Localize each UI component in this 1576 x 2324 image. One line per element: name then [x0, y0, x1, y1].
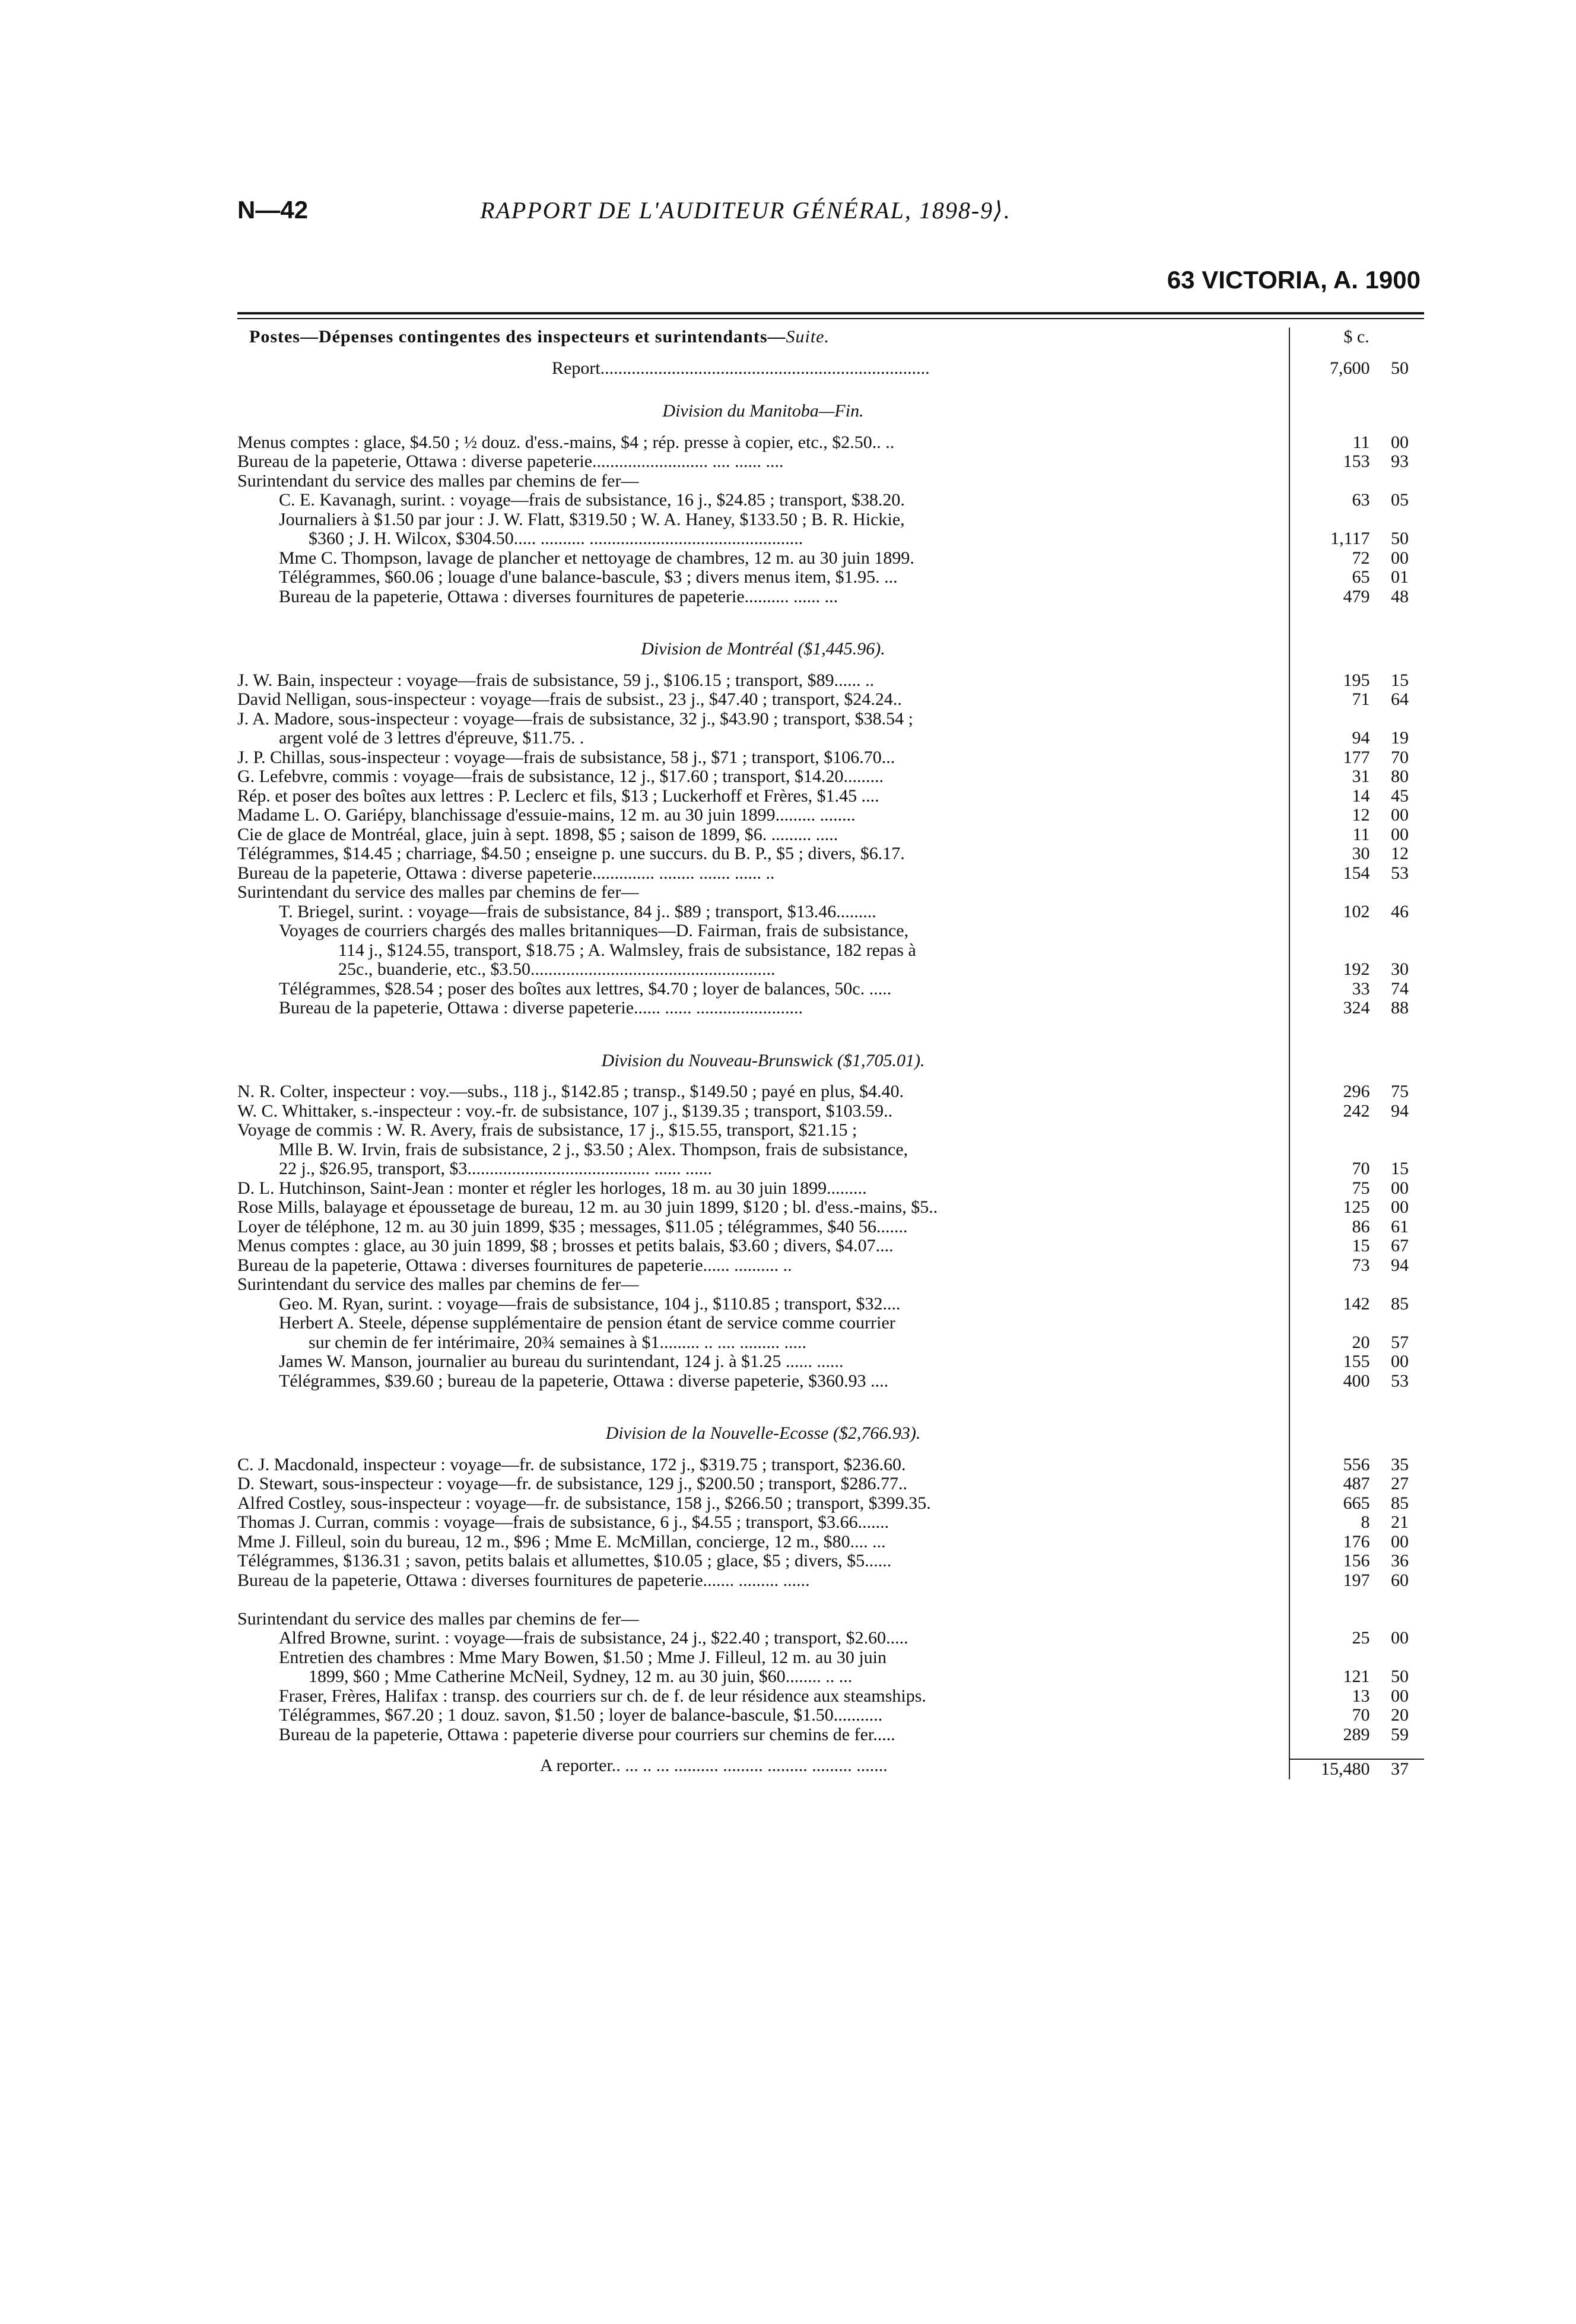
ledger-row-amount — [1289, 491, 1424, 510]
amount-dollars: 15 — [1352, 1236, 1370, 1255]
ledger-row — [237, 472, 1424, 491]
ledger-row-description: Bureau de la papeterie, Ottawa : diverses fournitures de papeterie....... ......... ...... — [237, 1570, 810, 1590]
ledger-row-description: Bureau de la papeterie, Ottawa : diverses fournitures de papeterie.......... ...... ... — [279, 587, 838, 606]
ledger-row — [237, 1533, 1424, 1552]
amount-dollars: 479 — [1343, 586, 1370, 606]
ledger-row-description: Bureau de la papeterie, Ottawa : diverse papeterie.......................... .... ...... .... — [237, 452, 784, 471]
ledger-row-amount — [1289, 568, 1424, 587]
section-heading-row — [237, 402, 1424, 421]
ledger-row — [237, 960, 1424, 980]
amount-cents: 00 — [1391, 1352, 1409, 1371]
section-heading: Division du Manitoba—Fin. — [662, 401, 864, 421]
ledger-row-description: T. Briegel, surint. : voyage—frais de subsistance, 84 j.. $89 ; transport, $13.46......... — [279, 902, 876, 921]
ledger-row — [237, 748, 1424, 768]
amount-cents: 20 — [1391, 1705, 1409, 1725]
amount-dollars: 94 — [1352, 728, 1370, 748]
ledger-row — [237, 1082, 1424, 1102]
ledger-row-description: J. W. Bain, inspecteur : voyage—frais de subsistance, 59 j., $106.15 ; transport, $89...... .. — [237, 670, 875, 690]
amount-cents: 35 — [1391, 1454, 1409, 1474]
amount-dollars: 177 — [1343, 747, 1370, 767]
ledger-row — [237, 1571, 1424, 1591]
ledger-row-description: Alfred Browne, surint. : voyage—frais de subsistance, 24 j., $22.40 ; transport, $2.60..... — [279, 1629, 908, 1648]
ledger-row-description: Mme J. Filleul, soin du bureau, 12 m., $96 ; Mme E. McMillan, concierge, 12 m., $80.... ... — [237, 1532, 886, 1552]
amount-cents: 60 — [1391, 1570, 1409, 1590]
amount-dollars: 556 — [1343, 1454, 1370, 1474]
ledger-row-description: D. L. Hutchinson, Saint-Jean : monter et régler les horloges, 18 m. au 30 juin 1899......... — [237, 1178, 867, 1198]
amount-cents: 57 — [1391, 1332, 1409, 1352]
ledger-row-description: Entretien des chambres : Mme Mary Bowen, $1.50 ; Mme J. Filleul, 12 m. au 30 juin — [279, 1648, 887, 1667]
ledger-row-amount — [1289, 1236, 1424, 1256]
ledger-row-amount — [1289, 902, 1424, 922]
amount-column-rule — [1289, 328, 1290, 1779]
ledger-row-amount — [1289, 1102, 1424, 1121]
ledger-row-amount — [1289, 999, 1424, 1018]
ledger-row-description: 1899, $60 ; Mme Catherine McNeil, Sydney, 12 m. au 30 juin, $60........ .. ... — [309, 1667, 853, 1686]
ledger-row-amount — [1289, 1610, 1424, 1629]
amount-cents: 30 — [1391, 959, 1409, 979]
amount-cents: 93 — [1391, 452, 1409, 471]
ledger-row-description: sur chemin de fer intérimaire, 20¾ semaines à $1......... .. .... ......... ..... — [309, 1333, 806, 1352]
amount-cents: 64 — [1391, 689, 1409, 709]
ledger-row-description: Journaliers à $1.50 par jour : J. W. Flatt, $319.50 ; W. A. Haney, $133.50 ; B. R. Hickie, — [279, 510, 905, 529]
ledger-row-description: 25c., buanderie, etc., $3.50....................................................... — [338, 960, 776, 979]
amount-dollars: 1,117 — [1330, 529, 1370, 548]
amount-dollars: 242 — [1343, 1101, 1370, 1121]
ledger-row — [237, 1102, 1424, 1121]
ledger-row — [237, 902, 1424, 922]
ledger-row — [237, 1333, 1424, 1353]
ledger-row-amount — [1289, 1552, 1424, 1571]
ledger-row-description: Voyages de courriers chargés des malles britanniques—D. Fairman, frais de subsistance, — [279, 921, 909, 940]
amount-dollars: 11 — [1352, 432, 1370, 452]
report-cents: 50 — [1391, 358, 1409, 378]
table-title-suffix: Suite. — [786, 328, 830, 346]
ledger-row-amount — [1289, 1648, 1424, 1668]
ledger-row — [237, 980, 1424, 999]
ledger-row — [237, 1552, 1424, 1571]
ledger-row-description: J. A. Madore, sous-inspecteur : voyage—frais de subsistance, 32 j., $43.90 ; transport, $38.54 ; — [237, 709, 913, 729]
ledger-row — [237, 844, 1424, 864]
ledger-row-amount — [1289, 980, 1424, 999]
ledger-row — [237, 787, 1424, 806]
ledger-row-description: W. C. Whittaker, s.-inspecteur : voy.-fr. de subsistance, 107 j., $139.35 ; transport, $103.59.. — [237, 1101, 893, 1121]
amount-dollars: 63 — [1352, 490, 1370, 510]
amount-cents: 21 — [1391, 1512, 1409, 1532]
ledger-row-amount — [1289, 1275, 1424, 1295]
ledger-row-amount — [1289, 433, 1424, 453]
ledger-row — [237, 1725, 1424, 1745]
ledger-row-amount — [1289, 941, 1424, 961]
amount-cents: 94 — [1391, 1101, 1409, 1121]
amount-dollars: 71 — [1352, 689, 1370, 709]
amount-cents: 74 — [1391, 978, 1409, 999]
ledger-row-description: $360 ; J. H. Wilcox, $304.50..... .......... ................................................ — [309, 529, 803, 548]
ledger-row-amount — [1289, 864, 1424, 883]
ledger-row-amount — [1289, 1725, 1424, 1745]
amount-cents: 88 — [1391, 998, 1409, 1018]
ledger-row — [237, 1275, 1424, 1295]
a-reporter-dollars: 15,480 — [1321, 1759, 1370, 1779]
ledger-row-description: Thomas J. Curran, commis : voyage—frais de subsistance, 6 j., $4.55 ; transport, $3.66....... — [237, 1513, 889, 1532]
amount-dollars: 33 — [1352, 978, 1370, 999]
amount-cents: 27 — [1391, 1474, 1409, 1493]
ledger-row-amount — [1289, 729, 1424, 748]
amount-dollars: 25 — [1352, 1628, 1370, 1648]
ledger-row — [237, 1295, 1424, 1314]
ledger-row-description: Herbert A. Steele, dépense supplémentaire de pension étant de service comme courrier — [279, 1314, 895, 1333]
ledger-row-description: Télégrammes, $136.31 ; savon, petits balais et allumettes, $10.05 ; glace, $5 ; divers, $5...... — [237, 1552, 892, 1570]
ledger-row — [237, 587, 1424, 607]
ledger-row-description: Surintendant du service des malles par chemins de fer— — [237, 471, 639, 491]
amount-dollars: 195 — [1343, 670, 1370, 690]
ledger-row-amount — [1289, 1159, 1424, 1179]
amount-dollars: 31 — [1352, 767, 1370, 786]
ledger-row-amount — [1289, 549, 1424, 568]
ledger-row-amount — [1289, 690, 1424, 710]
section-heading-row — [237, 640, 1424, 659]
ledger-row — [237, 1513, 1424, 1533]
ledger-row-amount — [1289, 748, 1424, 768]
amount-cents: 36 — [1391, 1551, 1409, 1570]
ledger-row-amount — [1289, 767, 1424, 787]
money-header: $ c. — [1343, 327, 1370, 346]
session-label: 63 VICTORIA, A. 1900 — [1167, 266, 1421, 294]
ledger-row — [237, 883, 1424, 902]
page-number: N—42 — [237, 196, 309, 224]
amount-dollars: 153 — [1343, 452, 1370, 471]
amount-dollars: 324 — [1343, 998, 1370, 1018]
ledger-row-amount — [1289, 452, 1424, 472]
amount-cents: 15 — [1391, 670, 1409, 690]
ledger-row-description: Rép. et poser des boîtes aux lettres : P. Leclerc et fils, $13 ; Luckerhoff et Frères, $1.45 .... — [237, 786, 879, 806]
header-rule — [237, 312, 1424, 319]
amount-cents: 94 — [1391, 1255, 1409, 1275]
ledger-row — [237, 1198, 1424, 1217]
amount-cents: 12 — [1391, 844, 1409, 863]
ledger-row-amount — [1289, 1333, 1424, 1353]
ledger-row-description: Rose Mills, balayage et époussetage de bureau, 12 m. au 30 juin 1899, $120 ; bl. d'ess.-mains, $5.. — [237, 1198, 938, 1217]
amount-dollars: 75 — [1352, 1178, 1370, 1198]
ledger-row-description: Mlle B. W. Irvin, frais de subsistance, 2 j., $3.50 ; Alex. Thompson, frais de subsistance, — [279, 1140, 908, 1159]
ledger-row-amount — [1289, 1082, 1424, 1102]
ledger-row-amount — [1289, 1533, 1424, 1552]
ledger-row — [237, 710, 1424, 729]
ledger-row-description: J. P. Chillas, sous-inspecteur : voyage—frais de subsistance, 58 j., $71 ; transport, $106.70... — [237, 748, 895, 767]
amount-dollars: 70 — [1352, 1705, 1370, 1725]
ledger-row — [237, 491, 1424, 510]
ledger-row-amount — [1289, 529, 1424, 549]
amount-dollars: 12 — [1352, 805, 1370, 825]
ledger-row — [237, 1629, 1424, 1648]
ledger-row-description: Télégrammes, $60.06 ; louage d'une balance-bascule, $3 ; divers menus item, $1.95. ... — [279, 568, 898, 587]
ledger-row-amount — [1289, 587, 1424, 607]
ledger-row-description: Alfred Costley, sous-inspecteur : voyage—fr. de subsistance, 158 j., $266.50 ; transport, $399.35. — [237, 1493, 931, 1513]
ledger-row — [237, 864, 1424, 883]
ledger-row — [237, 1474, 1424, 1494]
ledger-row — [237, 921, 1424, 941]
amount-cents: 53 — [1391, 1371, 1409, 1391]
ledger-row — [237, 510, 1424, 530]
amount-cents: 00 — [1391, 432, 1409, 452]
section-heading: Division de la Nouvelle-Ecosse ($2,766.93). — [605, 1423, 921, 1443]
ledger-row-amount — [1289, 1513, 1424, 1533]
amount-cents: 75 — [1391, 1082, 1409, 1101]
ledger-row-description: Bureau de la papeterie, Ottawa : papeterie diverse pour courriers sur chemins de fer..... — [279, 1725, 895, 1744]
amount-dollars: 72 — [1352, 548, 1370, 568]
amount-dollars: 400 — [1343, 1371, 1370, 1391]
document-page — [237, 196, 1424, 1779]
section-heading-row — [237, 1424, 1424, 1444]
ledger-row — [237, 1706, 1424, 1725]
section-heading: Division de Montréal ($1,445.96). — [641, 639, 885, 659]
ledger-row-amount — [1289, 1474, 1424, 1494]
amount-dollars: 14 — [1352, 786, 1370, 806]
ledger-row-description: Voyage de commis : W. R. Avery, frais de subsistance, 17 j., $15.55, transport, $21.15 ; — [237, 1121, 857, 1140]
report-row — [237, 359, 1424, 379]
ledger-row-amount — [1289, 472, 1424, 491]
ledger-row-description: Cie de glace de Montréal, glace, juin à sept. 1898, $5 ; saison de 1899, $6. ......... ..... — [237, 825, 838, 844]
amount-cents: 45 — [1391, 786, 1409, 806]
ledger-row — [237, 529, 1424, 549]
ledger-row — [237, 1372, 1424, 1391]
ledger-row-description: David Nelligan, sous-inspecteur : voyage—frais de subsist., 23 j., $47.40 ; transport, $24.24.. — [237, 690, 902, 709]
amount-cents: 48 — [1391, 586, 1409, 606]
ledger-row-description: Mme C. Thompson, lavage de plancher et nettoyage de chambres, 12 m. au 30 juin 1899. — [279, 548, 914, 568]
ledger-row — [237, 1217, 1424, 1237]
amount-dollars: 289 — [1343, 1724, 1370, 1744]
amount-dollars: 154 — [1343, 863, 1370, 883]
ledger-row-amount — [1289, 1121, 1424, 1140]
ledger-row — [237, 1610, 1424, 1629]
ledger-row-description: Surintendant du service des malles par chemins de fer— — [237, 1275, 639, 1294]
amount-cents: 70 — [1391, 747, 1409, 767]
amount-cents: 00 — [1391, 548, 1409, 568]
amount-dollars: 296 — [1343, 1082, 1370, 1101]
a-reporter-cents: 37 — [1391, 1759, 1409, 1779]
a-reporter-row — [237, 1756, 1424, 1779]
amount-dollars: 8 — [1361, 1512, 1370, 1532]
ledger-row — [237, 433, 1424, 453]
ledger-row-description: Loyer de téléphone, 12 m. au 30 juin 1899, $35 ; messages, $11.05 ; télégrammes, $40 56....... — [237, 1217, 908, 1236]
ledger-row — [237, 1314, 1424, 1333]
section-heading: Division du Nouveau-Brunswick ($1,705.01). — [601, 1050, 925, 1070]
amount-dollars: 197 — [1343, 1570, 1370, 1590]
amount-cents: 15 — [1391, 1159, 1409, 1178]
amount-dollars: 11 — [1352, 824, 1370, 844]
amount-cents: 46 — [1391, 901, 1409, 921]
ledger-row-amount — [1289, 510, 1424, 530]
ledger-row — [237, 1687, 1424, 1706]
sections — [237, 378, 1424, 1744]
ledger-row — [237, 806, 1424, 825]
amount-cents: 01 — [1391, 567, 1409, 587]
table-title: Postes—Dépenses contingentes des inspecteurs et surintendants— — [249, 328, 786, 346]
ledger-row — [237, 1121, 1424, 1140]
amount-dollars: 156 — [1343, 1551, 1370, 1570]
ledger-row-description: Geo. M. Ryan, surint. : voyage—frais de subsistance, 104 j., $110.85 ; transport, $32.... — [279, 1294, 901, 1314]
amount-dollars: 102 — [1343, 901, 1370, 921]
ledger-row-description: Télégrammes, $39.60 ; bureau de la papeterie, Ottawa : diverse papeterie, $360.93 .... — [279, 1371, 889, 1391]
ledger-row-amount — [1289, 1198, 1424, 1217]
amount-dollars: 65 — [1352, 567, 1370, 587]
ledger-row-description: G. Lefebvre, commis : voyage—frais de subsistance, 12 j., $17.60 ; transport, $14.20......... — [237, 767, 884, 786]
ledger-row-amount — [1289, 883, 1424, 902]
amount-dollars: 142 — [1343, 1293, 1370, 1314]
ledger-row — [237, 1140, 1424, 1160]
ledger-row-amount — [1289, 1256, 1424, 1276]
ledger-row-amount — [1289, 960, 1424, 980]
ledger-row-amount — [1289, 1706, 1424, 1725]
amount-dollars: 192 — [1343, 959, 1370, 979]
amount-cents: 00 — [1391, 1197, 1409, 1217]
ledger-row-amount — [1289, 1687, 1424, 1706]
ledger-row — [237, 1236, 1424, 1256]
ledger-row-amount — [1289, 1494, 1424, 1514]
running-title: RAPPORT DE L'AUDITEUR GÉNÉRAL, 1898-9⟩. — [480, 197, 1011, 224]
amount-cents: 80 — [1391, 767, 1409, 786]
ledger-row — [237, 568, 1424, 587]
ledger-row — [237, 1667, 1424, 1687]
ledger-row — [237, 1455, 1424, 1475]
report-dollars: 7,600 — [1330, 358, 1370, 378]
ledger-row-description: D. Stewart, sous-inspecteur : voyage—fr. de subsistance, 129 j., $200.50 ; transport, $286.77.. — [237, 1474, 907, 1493]
ledger-row-amount — [1289, 1629, 1424, 1648]
ledger-row-amount — [1289, 710, 1424, 729]
ledger-row — [237, 1648, 1424, 1668]
ledger-row-amount — [1289, 1571, 1424, 1591]
amount-cents: 00 — [1391, 1178, 1409, 1198]
ledger-row-description: Fraser, Frères, Halifax : transp. des courriers sur ch. de f. de leur résidence aux steamships. — [279, 1686, 926, 1706]
amount-dollars: 176 — [1343, 1531, 1370, 1552]
ledger-row-amount — [1289, 1352, 1424, 1372]
amount-cents: 00 — [1391, 1531, 1409, 1552]
ledger-row-description: James W. Manson, journalier au bureau du surintendant, 124 j. à $1.25 ...... ...... — [279, 1352, 844, 1371]
ledger-row-amount — [1289, 825, 1424, 845]
ledger-row-description: Bureau de la papeterie, Ottawa : diverse papeterie.............. ........ ....... ...... .. — [237, 863, 775, 883]
amount-cents: 50 — [1391, 529, 1409, 548]
ledger-row — [237, 671, 1424, 691]
ledger-row-description: Télégrammes, $14.45 ; charriage, $4.50 ; enseigne p. une succurs. du B. P., $5 ; divers, $6.17. — [237, 844, 905, 863]
amount-dollars: 665 — [1343, 1493, 1370, 1513]
ledger-row-description: Menus comptes : glace, au 30 juin 1899, $8 ; brosses et petits balais, $3.60 ; divers, $4.07.... — [237, 1236, 894, 1255]
ledger-row-amount — [1289, 1455, 1424, 1475]
section-heading-row — [237, 1051, 1424, 1071]
ledger-row — [237, 999, 1424, 1018]
ledger-row-amount — [1289, 1590, 1424, 1610]
ledger-row-description: C. J. Macdonald, inspecteur : voyage—fr. de subsistance, 172 j., $319.75 ; transport, $236.60. — [237, 1455, 906, 1474]
page-header — [237, 196, 1424, 224]
ledger-row-amount — [1289, 921, 1424, 941]
ledger-row-amount — [1289, 1372, 1424, 1391]
ledger-row-description: Surintendant du service des malles par chemins de fer— — [237, 883, 639, 902]
ledger-row-amount — [1289, 844, 1424, 864]
ledger-row — [237, 452, 1424, 472]
amount-dollars: 13 — [1352, 1686, 1370, 1706]
ledger-row-description: Télégrammes, $67.20 ; 1 douz. savon, $1.50 ; loyer de balance-bascule, $1.50........... — [279, 1706, 883, 1725]
ledger-row-description: argent volé de 3 lettres d'épreuve, $11.75. . — [279, 729, 584, 748]
ledger-row-description: Madame L. O. Gariépy, blanchissage d'essuie-mains, 12 m. au 30 juin 1899......... ........ — [237, 806, 856, 825]
amount-cents: 00 — [1391, 1628, 1409, 1648]
ledger-row-amount — [1289, 1667, 1424, 1687]
ledger-row-description: 114 j., $124.55, transport, $18.75 ; A. Walmsley, frais de subsistance, 182 repas à — [338, 940, 916, 960]
ledger-row-amount — [1289, 1179, 1424, 1198]
a-reporter-label: A reporter.. ... .. ... .......... ......... ......... ......... ....... — [540, 1756, 888, 1775]
report-label: Report.......................................................................... — [552, 358, 930, 378]
amount-dollars: 121 — [1343, 1667, 1370, 1686]
ledger-row — [237, 1494, 1424, 1514]
ledger-row — [237, 690, 1424, 710]
ledger-row — [237, 941, 1424, 961]
ledger-row — [237, 549, 1424, 568]
ledger-row — [237, 1352, 1424, 1372]
amount-dollars: 73 — [1352, 1255, 1370, 1275]
amount-cents: 85 — [1391, 1493, 1409, 1513]
amount-dollars: 86 — [1352, 1216, 1370, 1236]
amount-dollars: 20 — [1352, 1332, 1370, 1352]
amount-cents: 85 — [1391, 1293, 1409, 1314]
ledger-row-description: Surintendant du service des malles par chemins de fer— — [237, 1609, 639, 1629]
amount-dollars: 30 — [1352, 844, 1370, 863]
amount-cents: 59 — [1391, 1724, 1409, 1744]
ledger-row — [237, 1590, 1424, 1610]
ledger-row-amount — [1289, 1295, 1424, 1314]
amount-cents: 00 — [1391, 824, 1409, 844]
amount-cents: 00 — [1391, 1686, 1409, 1706]
ledger-row — [237, 729, 1424, 748]
ledger-row — [237, 1179, 1424, 1198]
ledger-row — [237, 825, 1424, 845]
amount-dollars: 155 — [1343, 1352, 1370, 1371]
ledger-row-amount — [1289, 1314, 1424, 1333]
amount-dollars: 70 — [1352, 1159, 1370, 1178]
ledger-row-description: 22 j., $26.95, transport, $3......................................... ...... ...... — [279, 1159, 712, 1178]
ledger-table — [237, 328, 1424, 1779]
ledger-row-description: C. E. Kavanagh, surint. : voyage—frais de subsistance, 16 j., $24.85 ; transport, $38.20. — [279, 491, 905, 510]
amount-dollars: 125 — [1343, 1197, 1370, 1217]
ledger-row — [237, 1256, 1424, 1276]
amount-cents: 61 — [1391, 1216, 1409, 1236]
ledger-row-amount — [1289, 806, 1424, 825]
amount-dollars: 487 — [1343, 1474, 1370, 1493]
ledger-row-description: N. R. Colter, inspecteur : voy.—subs., 118 j., $142.85 ; transp., $149.50 ; payé en plus, $4.40. — [237, 1082, 904, 1101]
table-title-row — [237, 328, 1424, 347]
amount-cents: 50 — [1391, 1667, 1409, 1686]
amount-cents: 53 — [1391, 863, 1409, 883]
ledger-row-description: Télégrammes, $28.54 ; poser des boîtes aux lettres, $4.70 ; loyer de balances, 50c. ..... — [279, 979, 892, 999]
ledger-row-description: Bureau de la papeterie, Ottawa : diverses fournitures de papeterie...... .......... .. — [237, 1255, 792, 1275]
ledger-row-description: Bureau de la papeterie, Ottawa : diverse papeterie...... ...... ........................ — [279, 999, 803, 1018]
amount-cents: 67 — [1391, 1236, 1409, 1255]
amount-cents: 05 — [1391, 490, 1409, 510]
ledger-row-amount — [1289, 671, 1424, 691]
ledger-row-amount — [1289, 787, 1424, 806]
amount-cents: 00 — [1391, 805, 1409, 825]
ledger-row — [237, 1159, 1424, 1179]
ledger-row-description: Menus comptes : glace, $4.50 ; ½ douz. d'ess.-mains, $4 ; rép. presse à copier, etc., $2.50.. .. — [237, 433, 895, 452]
ledger-row — [237, 767, 1424, 787]
amount-cents: 19 — [1391, 728, 1409, 748]
ledger-row-amount — [1289, 1217, 1424, 1237]
ledger-row-amount — [1289, 1140, 1424, 1160]
